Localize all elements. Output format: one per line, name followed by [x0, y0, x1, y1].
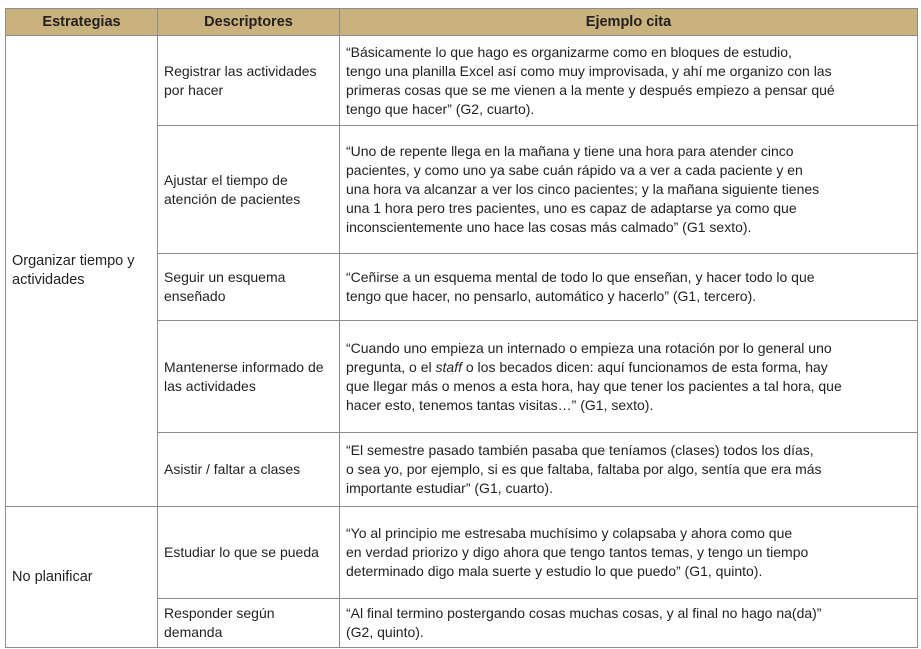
descriptor-cell: Seguir un esquema enseñado	[158, 254, 340, 321]
quote-line: “Cuando uno empieza un internado o empieza una rotación por lo general uno	[346, 339, 832, 356]
quote-cell	[340, 36, 918, 126]
header-strategies: Estrategias	[6, 9, 158, 36]
quote-line: “El semestre pasado también pasaba que teníamos (clases) todos los días,	[346, 442, 814, 458]
strategies-table	[5, 8, 918, 648]
quote-cell	[340, 433, 918, 507]
quote-cell	[340, 321, 918, 433]
quote-cell	[340, 599, 918, 648]
header-row	[6, 9, 918, 36]
strategy-cell: Organizar tiempo y actividades	[6, 36, 158, 507]
quote-line: determinado digo mala suerte y estudio lo que puedo” (G1, quinto).	[346, 563, 763, 579]
quote-line: hacer esto, tenemos tantas visitas…” (G1, sexto).	[346, 396, 654, 413]
quote-line: pacientes, y como uno ya sabe cuán rápido va a ver a cada paciente y en	[346, 162, 803, 178]
quote-line: inconscientemente uno hace las cosas más calmado” (G1 sexto).	[346, 219, 752, 235]
table-row	[6, 36, 918, 126]
descriptor-cell: Responder según demanda	[158, 599, 340, 648]
quote-line: “Al final termino postergando cosas muchas cosas, y al final no hago na(da)”	[346, 605, 822, 621]
quote-cell	[340, 254, 918, 321]
quote-line: (G2, quinto).	[346, 624, 424, 640]
quote-line: importante estudiar” (G1, cuarto).	[346, 480, 553, 496]
quote-line: una hora va alcanzar a ver los cinco pacientes; y la mañana siguiente tienes	[346, 181, 820, 197]
quote-line: primeras cosas que se me vienen a la mente y después empiezo a pensar qué	[346, 81, 835, 98]
quote-line: tengo una planilla Excel así como muy improvisada, y ahí me organizo con las	[346, 62, 832, 79]
quote-line: en verdad priorizo y digo ahora que tengo tantos temas, y tengo un tiempo	[346, 544, 809, 560]
quote-line: o sea yo, por ejemplo, si es que faltaba, faltaba por algo, sentía que era más	[346, 461, 822, 477]
quote-line: tengo que hacer, no pensarlo, automático y hacerlo” (G1, tercero).	[346, 288, 757, 304]
header-quote: Ejemplo cita	[340, 9, 918, 36]
quote-line: que llegar más o menos a esta hora, hay que tener los pacientes a tal hora, que	[346, 377, 842, 394]
quote-line: “Uno de repente llega en la mañana y tiene una hora para atender cinco	[346, 143, 794, 159]
descriptor-cell: Registrar las actividades por hacer	[158, 36, 340, 126]
quote-cell	[340, 507, 918, 599]
quote-cell	[340, 126, 918, 254]
quote-line: “Básicamente lo que hago es organizarme como en bloques de estudio,	[346, 43, 792, 60]
quote-line: “Ceñirse a un esquema mental de todo lo que enseñan, y hacer todo lo que	[346, 269, 815, 285]
quote-line: “Yo al principio me estresaba muchísimo y colapsaba y ahora como que	[346, 525, 793, 541]
header-descriptors: Descriptores	[158, 9, 340, 36]
quote-line: tengo que hacer” (G2, cuarto).	[346, 100, 535, 117]
descriptor-cell: Ajustar el tiempo de atención de pacientes	[158, 126, 340, 254]
descriptor-cell: Asistir / faltar a clases	[158, 433, 340, 507]
strategy-cell: No planificar	[6, 507, 158, 648]
quote-line: una 1 hora pero tres pacientes, uno es capaz de adaptarse ya como que	[346, 200, 797, 216]
descriptor-cell: Estudiar lo que se pueda	[158, 507, 340, 599]
quote-line: pregunta, o el staff o los becados dicen: aquí funcionamos de esta forma, hay	[346, 358, 828, 375]
descriptor-cell: Mantenerse informado de las actividades	[158, 321, 340, 433]
table-row	[6, 507, 918, 599]
